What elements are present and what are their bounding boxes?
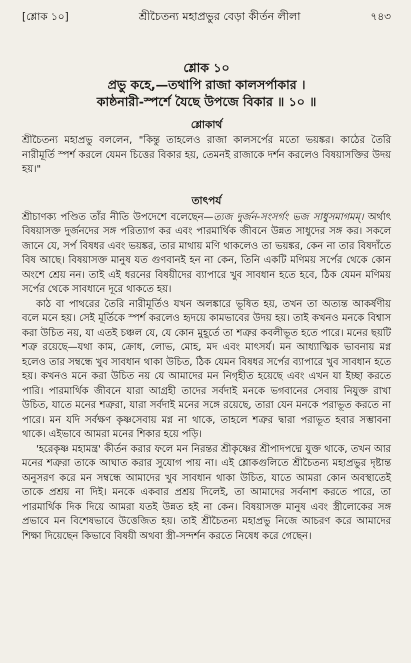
page-number: ৭৪৩ [370, 11, 391, 23]
chapter-title: শ্রীচৈতন্য মহাপ্রভুর বেড়া কীর্তন লীলা [138, 10, 301, 23]
translation-text: শ্রীচৈতন্য মহাপ্রভু বললেন, "কিন্তু তাহলেও রাজা কালসর্পের মতো ভয়ঙ্কর। কাঠের তৈরি নারীমূর্তি স্পর্শ করলে যেমন চিত্তের বিকার হয়, তেমনই রাজাকে দর্শন করলেও বিষয়াসক্তির উদয় হয়।" [22, 135, 391, 175]
purport-p1-rest: অর্থাৎ বিষয়াসক্ত দুর্জনদের সঙ্গ পরিত্যাগ কর এবং পারমার্থিক জীবনে উন্নত সাধুদের সঙ্গ কর। সকলে জানে যে, সর্প বিষধর এবং ভয়ঙ্কর, তার মাথায় মণি থাকলেও তা ভয়ঙ্কর, কেন না তার বিষদাঁতে বিষ আছে। বিষয়াসক্ত মানুষ যত গুণবানই হন না কেন, তিনি একটি মণিময় সর্পের থেকে কোন অংশে শ্রেয় নন। তাই এই ধরনের বিষয়ীদের ব্যাপারে খুব সাবধান হতে হবে, ঠিক যেমন মণিময় সর্পের থেকে সাবধানে দূরে থাকতে হয়। [22, 211, 392, 295]
verse-line-2: কাষ্ঠনারী-স্পর্শে যৈছে উপজে বিকার ॥ ১০ ॥ [96, 94, 317, 109]
running-header [22, 10, 391, 28]
chanakya-quote: ত্যজ দুর্জন-সংসর্গং ভজ সাধুসমাগমম্। [213, 211, 364, 223]
purport-heading: তাৎপর্য [191, 194, 222, 207]
purport-paragraph-2: কাঠ বা পাথরের তৈরি নারীমূর্তিও যখন অলঙ্কারে ভূষিত হয়, তখন তা অত্যন্ত আকর্ষণীয় বলে মনে হয়। সেই মূর্তিকে স্পর্শ করলেও হৃদয়ে কামভাবের উদয় হয়। তাই কখনও মনকে বিশ্বাস করা উচিত নয়, যা এতই চঞ্চল যে, যে কোন মুহূর্তে তা শত্রুর কবলীভূত হতে পারে। মনের ছয়টি শত্রু রয়েছে—যথা কাম, ক্রোধ, লোভ, মোহ, মদ এবং মাৎসর্য। মন আধ্যাত্মিক ভাবনায় মগ্ন হলেও তার সম্বন্ধে খুব সাবধান থাকা উচিত, ঠিক যেমন বিষধর সর্পের ব্যাপারে খুব সাবধান হতে হয়। কখনও মনে করা উচিত নয় যে আমাদের মন নিগৃহীত হয়েছে এবং এখন যা ইচ্ছা করতে পারি। পারমার্থিক জীবনে যারা আগ্রহী তাদের সর্বদাই মনকে ভগবানের সেবায় নিযুক্ত রাখা উচিত, যাতে মনের শত্রুরা, যারা সর্বদাই মনের সঙ্গে রয়েছে, তারা যেন মনকে পরাভূত করতে না পারে। মন যদি সর্বক্ষণ কৃষ্ণসেবায় মগ্ন না থাকে, তাহলে শত্রুর দ্বারা পরাভূত হবার সম্ভাবনা থাকে। এইভাবে আমরা মনের শিকার হয়ে পড়ি। [22, 298, 391, 440]
purport-paragraph-3: 'হরেকৃষ্ণ মহামন্ত্র' কীর্তন করার ফলে মন নিরন্তর শ্রীকৃষ্ণের শ্রীপাদপদ্মে যুক্ত থাকে, তখন আর মনের শত্রুরা তাকে আঘাত করার সুযোগ পায় না। এই শ্লোকগুলিতে শ্রীচৈতন্য মহাপ্রভুর দৃষ্টান্ত অনুসরণ করে মন সম্বন্ধে আমাদের খুব সাবধান থাকা উচিত, যাতে আমরা কোন অবস্থাতেই তাকে প্রশ্রয় না দিই। মনকে একবার প্রশ্রয় দিলেই, তা আমাদের সর্বনাশ করতে পারে, তা পারমার্থিক দিক দিয়ে আমরা যতই উন্নত হই না কেন। বিষয়াসক্ত মানুষ এবং স্ত্রীলোকের সঙ্গ প্রভাবে মন বিশেষভাবে উত্তেজিত হয়। তাই শ্রীচৈতন্য মহাপ্রভু নিজে আচরণ করে আমাদের শিক্ষা দিয়েছেন কিভাবে বিষয়ী অথবা স্ত্রী-সন্দর্শন করতে নিষেধ করে গেছেন। [22, 443, 391, 542]
purport-section [22, 194, 391, 545]
verse-label: শ্লোক ১০ [183, 60, 230, 75]
verse-reference: [শ্লোক ১০] [22, 11, 69, 23]
verse-line-1: প্রভু কহে,—তথাপি রাজা কালসর্পাকার । [107, 77, 306, 92]
purport-paragraph-1 [22, 211, 391, 298]
purport-p1-intro: শ্রীচাণক্য পণ্ডিত তাঁর নীতি উপদেশে বলেছেন— [22, 211, 214, 223]
translation-heading: শ্লোকার্থ [190, 119, 223, 131]
